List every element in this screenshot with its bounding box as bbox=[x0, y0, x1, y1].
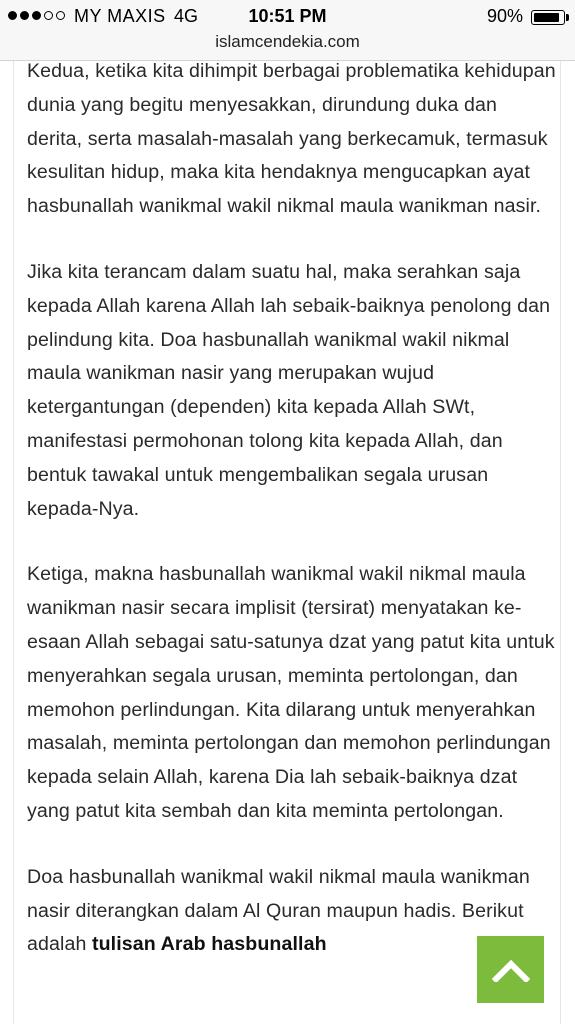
battery-tip bbox=[566, 14, 569, 21]
article-paragraph: Kedua, ketika kita dihimpit berbagai problematika kehidupan dunia yang begitu menyesakkan, dirundung duka dan derita, serta masalah-masalah yang berkecamuk, termasuk kesulitan hidup, maka kita hendaknya mengucapkan ayat hasbunallah wanikmal wakil nikmal maula wanikman nasir. bbox=[27, 61, 556, 218]
article-paragraph: Ketiga, makna hasbunallah wanikmal wakil nikmal maula wanikman nasir secara implisit (tersirat) menyatakan ke-esaan Allah sebagai satu-satunya dzat yang patut kita untuk menyerahkan segala urusan, meminta pertolongan, dan memohon perlindungan. Kita dilarang untuk menyerahkan masalah, meminta pertolongan dan memohon perlindungan kepada selain Allah, karena Dia lah sebaik-baiknya dzat yang patut kita sembah dan kita meminta pertolongan. bbox=[27, 563, 555, 822]
network-type: 4G bbox=[174, 6, 199, 26]
scroll-to-top-button[interactable] bbox=[477, 936, 544, 1003]
paragraph-text: Doa hasbunallah wanikmal wakil nikmal maula wanikman nasir diterangkan dalam Al Quran maupun hadis. Berikut adalah bbox=[27, 865, 530, 956]
carrier-name: MY MAXIS bbox=[74, 6, 166, 26]
battery-level-fill bbox=[534, 13, 559, 22]
address-bar-url[interactable]: islamcendekia.com bbox=[215, 32, 360, 51]
browser-top-bar bbox=[0, 0, 575, 61]
bold-link-text: tulisan Arab hasbunallah bbox=[91, 933, 327, 956]
chevron-up-icon bbox=[492, 958, 530, 982]
status-bar bbox=[0, 4, 575, 28]
article-paragraph: Jika kita terancam dalam suatu hal, maka serahkan saja kepada Allah karena Allah lah sebaik-baiknya penolong dan pelindung kita. Doa hasbunallah wanikmal wakil nikmal maula wanikman nasir yang merupakan wujud ketergantungan (dependen) kita kepada Allah SWt, manifestasi permohonan tolong kita kepada Allah, dan bentuk tawakal untuk mengembalikan segala urusan kepada-Nya. bbox=[27, 260, 551, 520]
battery-percent: 90% bbox=[486, 6, 523, 26]
battery-icon bbox=[531, 10, 565, 25]
article-content bbox=[13, 61, 561, 1024]
status-time: 10:51 PM bbox=[248, 6, 327, 26]
